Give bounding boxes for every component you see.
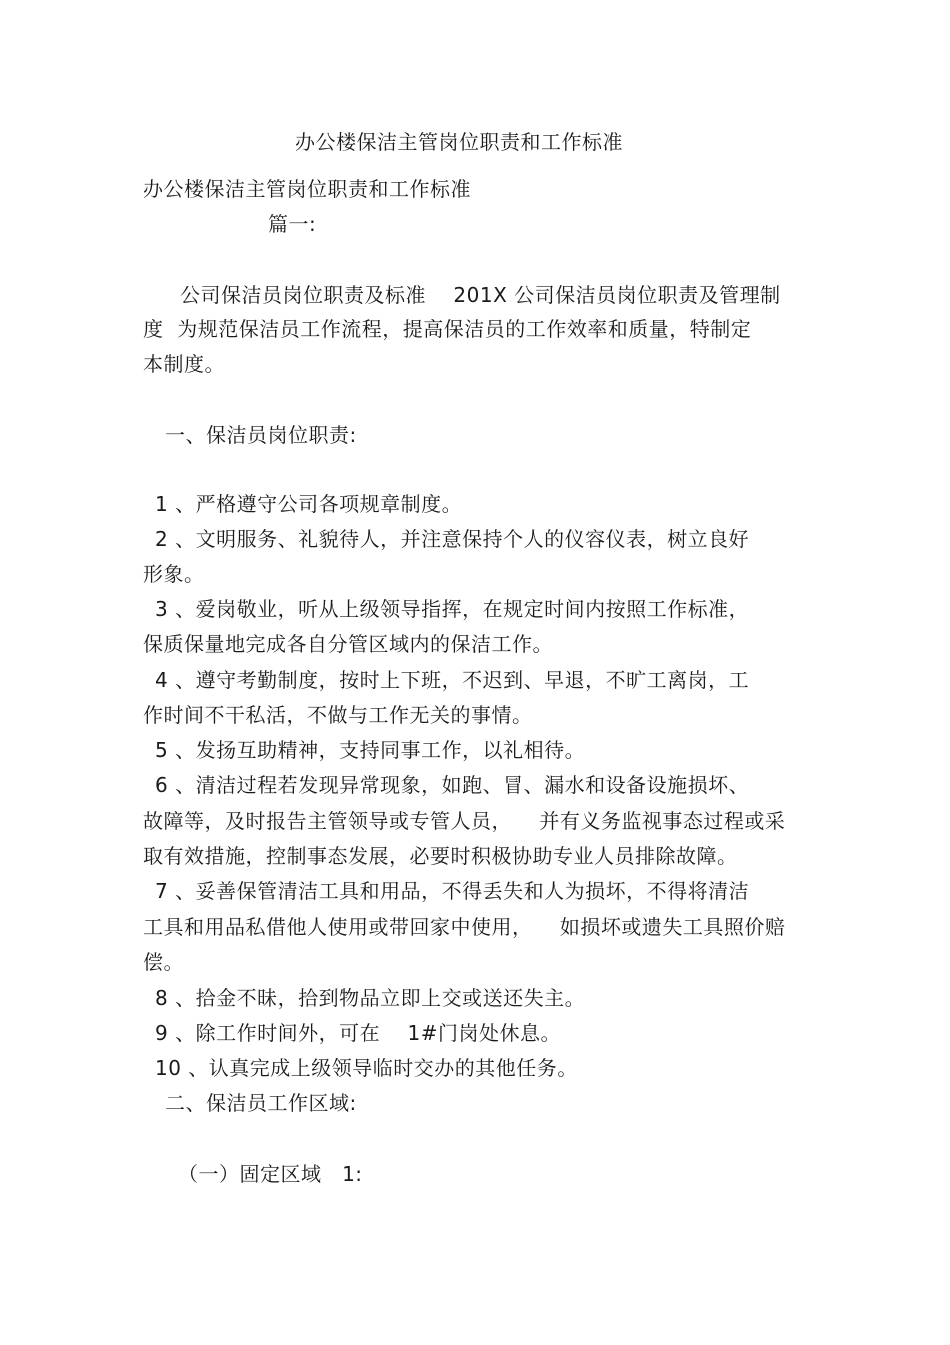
- duty-line: 7 、妥善保管清洁工具和用品，不得丢失和人为损坏，不得将清洁: [155, 879, 750, 903]
- duty-line: 3 、爱岗敬业，听从上级领导指挥，在规定时间内按照工作标准，: [155, 597, 750, 621]
- duty-line: 保质保量地完成各自分管区域内的保洁工作。: [143, 632, 553, 656]
- section-heading-2: 二、保洁员工作区域:: [165, 1091, 357, 1115]
- duty-line: 1 、严格遵守公司各项规章制度。: [155, 492, 463, 516]
- duty-line: 形象。: [143, 562, 205, 586]
- duty-line: 故障等，及时报告主管领导或专管人员， 并有义务监视事态过程或采: [143, 809, 786, 833]
- page-title: 办公楼保洁主管岗位职责和工作标准: [295, 130, 623, 154]
- duty-line: 工具和用品私借他人使用或带回家中使用， 如损坏或遗失工具照价赔: [143, 915, 786, 939]
- duty-line: 10 、认真完成上级领导临时交办的其他任务。: [155, 1056, 578, 1080]
- duty-line: 5 、发扬互助精神，支持同事工作，以礼相待。: [155, 738, 586, 762]
- intro-line-3: 本制度。: [143, 352, 225, 376]
- duty-line: 2 、文明服务、礼貌待人，并注意保持个人的仪容仪表，树立良好: [155, 527, 750, 551]
- intro-line-2: 度 为规范保洁员工作流程，提高保洁员的工作效率和质量，特制定: [143, 317, 752, 341]
- section-heading-1: 一、保洁员岗位职责:: [165, 423, 357, 447]
- duty-line: 偿。: [143, 950, 184, 974]
- section-subheading: （一）固定区域 1:: [178, 1162, 363, 1186]
- duty-line: 9 、除工作时间外，可在 1#门岗处休息。: [155, 1021, 561, 1045]
- duty-line: 6 、清洁过程若发现异常现象，如跑、冒、漏水和设备设施损坏、: [155, 773, 750, 797]
- duty-line: 4 、遵守考勤制度，按时上下班，不迟到、早退，不旷工离岗，工: [155, 668, 750, 692]
- intro-line-1: 公司保洁员岗位职责及标准 201X 公司保洁员岗位职责及管理制: [180, 283, 781, 307]
- duty-line: 8 、拾金不昧，拾到物品立即上交或送还失主。: [155, 986, 586, 1010]
- doc-subtitle: 办公楼保洁主管岗位职责和工作标准: [143, 177, 471, 201]
- duty-line: 取有效措施，控制事态发展，必要时积极协助专业人员排除故障。: [143, 844, 738, 868]
- duty-line: 作时间不干私活，不做与工作无关的事情。: [143, 703, 533, 727]
- part-label: 篇一:: [268, 212, 317, 236]
